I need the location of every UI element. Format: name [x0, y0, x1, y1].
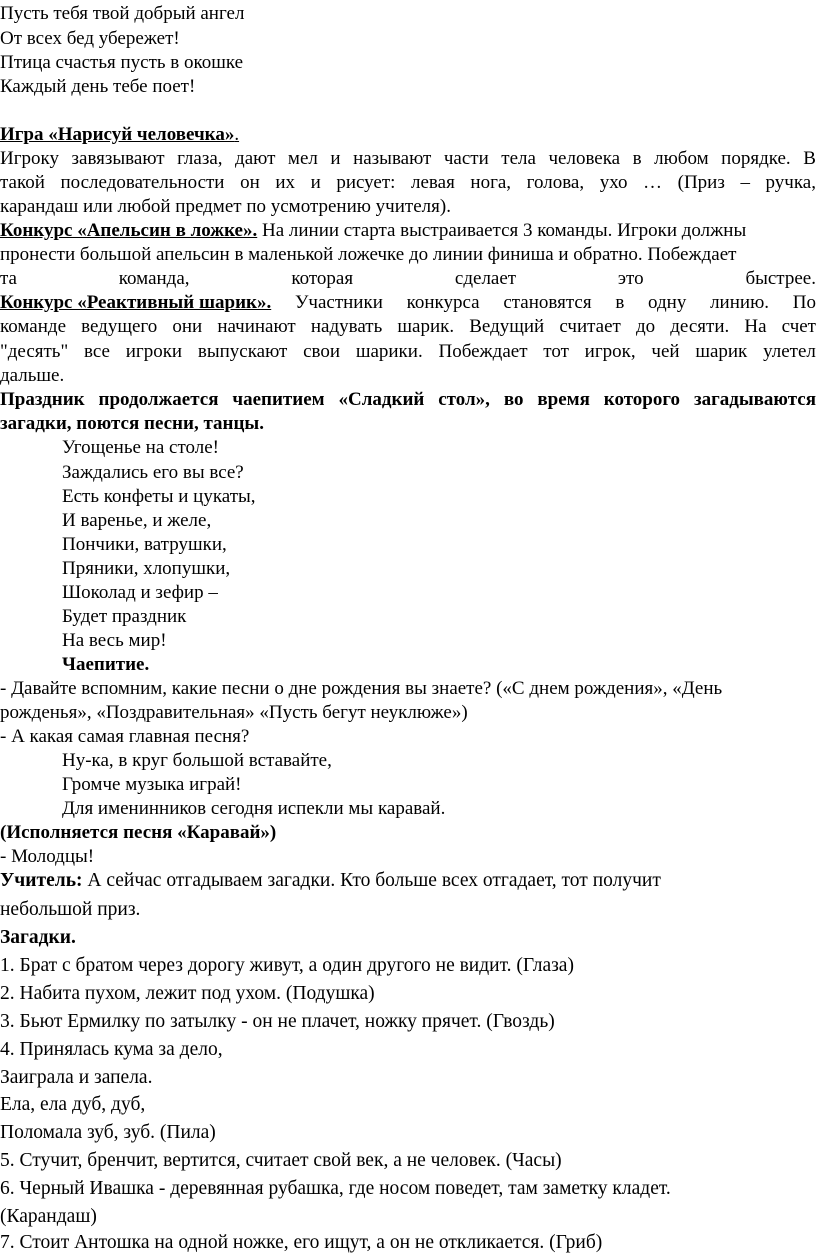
word: По: [792, 292, 816, 313]
word: такой: [0, 172, 45, 193]
word: улетел: [763, 341, 816, 362]
poem2-line: Заждались его вы все?: [62, 462, 244, 483]
contest1-line: [0, 219, 816, 243]
poem2-line: Есть конфеты и цукаты,: [62, 486, 256, 507]
word: части: [443, 148, 489, 169]
word: становятся: [503, 292, 592, 313]
game-title: Игра «Нарисуй человечка»: [0, 124, 235, 145]
word: счет: [781, 316, 816, 337]
word: …: [643, 172, 663, 193]
word: стол»,: [438, 389, 490, 410]
contest2-line: [0, 315, 816, 339]
karavai-heading: (Исполняется песня «Каравай»): [0, 822, 277, 843]
word: линию.: [710, 292, 770, 313]
poem3-line: Ну-ка, в круг большой вставайте,: [62, 750, 332, 771]
word: Игроку: [0, 148, 59, 169]
word: они: [172, 316, 203, 337]
game-text-line: [0, 147, 816, 171]
word: свои: [303, 341, 341, 362]
riddle-line: Заиграла и запела.: [0, 1067, 153, 1088]
poem2-line: Угощенье на столе!: [62, 437, 220, 458]
poem2-line: Пончики, ватрушки,: [62, 534, 227, 555]
poem1-line: Пусть тебя твой добрый ангел: [0, 3, 245, 24]
word: ухо: [599, 172, 628, 193]
riddle-line: (Карандаш): [0, 1206, 97, 1227]
poem2-line: Пряники, хлопушки,: [62, 558, 231, 579]
word: Ведущий: [469, 316, 545, 337]
word: тела: [501, 148, 536, 169]
bravo-line: - Молодцы!: [0, 846, 95, 867]
word: завязывают: [71, 148, 165, 169]
word: которая: [291, 268, 354, 289]
word: рисует:: [336, 172, 396, 193]
word: (Приз: [677, 172, 725, 193]
riddle-line: 5. Стучит, бренчит, вертится, считает свой век, а не человек. (Часы): [0, 1150, 562, 1171]
poem2-line: Будет праздник: [62, 606, 187, 627]
word: ручка,: [765, 172, 816, 193]
word: нога,: [470, 172, 512, 193]
word: тот: [543, 341, 569, 362]
riddle-line: Поломала зуб, зуб. (Пила): [0, 1122, 216, 1143]
riddle-line: 4. Принялась кума за дело,: [0, 1039, 223, 1060]
word: во: [503, 389, 524, 410]
poem1-line: Каждый день тебе поет!: [0, 76, 196, 97]
word: начинают: [217, 316, 296, 337]
word: человека: [548, 148, 621, 169]
word: он: [240, 172, 260, 193]
word: глаза,: [177, 148, 223, 169]
teacher-line: [0, 869, 816, 893]
word: все: [84, 341, 110, 362]
contest2-line: [0, 340, 816, 364]
word: Побеждает: [438, 341, 528, 362]
word: их: [275, 172, 295, 193]
poem2-line: На весь мир!: [62, 630, 167, 651]
feast-line: [0, 388, 816, 412]
songs-line: - Давайте вспомним, какие песни о дне рождения вы знаете? («С днем рождения», «День: [0, 678, 723, 699]
riddle-line: 3. Бьют Ермилку по затылку - он не плачет, ножку прячет. (Гвоздь): [0, 1011, 555, 1032]
riddle-line: Ела, ела дуб, дуб,: [0, 1094, 146, 1115]
word: В: [803, 148, 816, 169]
game-heading: [0, 123, 816, 147]
word: это: [617, 268, 644, 289]
word: –: [740, 172, 750, 193]
poem3-line: Громче музыка играй!: [62, 774, 242, 795]
contest2-line: дальше.: [0, 365, 65, 386]
riddle-line: 7. Стоит Антошка на одной ножке, его ищут, а он не откликается. (Гриб): [0, 1232, 603, 1253]
word: шарики.: [355, 341, 423, 362]
word: считает: [559, 316, 621, 337]
songs-line: - А какая самая главная песня?: [0, 726, 250, 747]
teacher-line: небольшой приз.: [0, 899, 141, 920]
riddle-line: 6. Черный Ивашка - деревянная рубашка, где носом поведет, там заметку кладет.: [0, 1178, 671, 1199]
word: в: [632, 148, 642, 169]
word: мел: [287, 148, 318, 169]
riddles-heading: Загадки.: [0, 927, 76, 948]
word: ведущего: [81, 316, 158, 337]
tea-heading: Чаепитие.: [62, 654, 150, 675]
contest2-title: Конкурс «Реактивный шарик».: [0, 292, 272, 313]
word: чей: [651, 341, 680, 362]
word: Праздник: [0, 389, 85, 410]
contest1-title: Конкурс «Апельсин в ложке».: [0, 220, 258, 241]
poem1-line: Птица счастья пусть в окошке: [0, 52, 244, 73]
poem2-line: Шоколад и зефир –: [62, 582, 218, 603]
word: выпускают: [197, 341, 288, 362]
teacher-label: Учитель:: [0, 870, 83, 891]
word: одну: [648, 292, 687, 313]
word: быстрее.: [745, 268, 816, 289]
word: левая: [411, 172, 455, 193]
word: та: [0, 268, 17, 289]
word: и: [310, 172, 321, 193]
word: до: [635, 316, 656, 337]
word: любом: [654, 148, 709, 169]
word: конкурса: [406, 292, 480, 313]
word: надувать: [310, 316, 383, 337]
word: дают: [235, 148, 276, 169]
teacher-text: А сейчас отгадываем загадки. Кто больше всех отгадает, тот получит: [82, 870, 661, 891]
word: время: [537, 389, 590, 410]
game-text-line: карандаш или любой предмет по усмотрению учителя).: [0, 196, 451, 217]
riddle-line: 1. Брат с братом через дорогу живут, а один другого не видит. (Глаза): [0, 955, 574, 976]
word: которого: [603, 389, 681, 410]
word: «Сладкий: [338, 389, 425, 410]
word: порядке.: [721, 148, 791, 169]
word: шарик: [695, 341, 748, 362]
riddle-line: 2. Набита пухом, лежит под ухом. (Подушка): [0, 983, 375, 1004]
word: последовательности: [60, 172, 225, 193]
game-text-line: [0, 171, 816, 195]
word: команда,: [118, 268, 190, 289]
game-title-end: .: [234, 124, 240, 145]
word: На: [744, 316, 767, 337]
poem2-line: И варенье, и желе,: [62, 510, 212, 531]
word: шарик.: [397, 316, 455, 337]
word: "десять": [0, 341, 69, 362]
contest1-line: пронести большой апельсин в маленькой ложечке до линии финиша и обратно. Побеждает: [0, 244, 737, 265]
word: игрок,: [584, 341, 636, 362]
poem3-line: Для именинников сегодня испекли мы каравай.: [62, 798, 446, 819]
word: загадываются: [693, 389, 816, 410]
word: голова,: [526, 172, 585, 193]
word: и: [330, 148, 341, 169]
word: чаепитием: [232, 389, 325, 410]
contest1-text: На линии старта выстраивается 3 команды. Игроки должны: [257, 220, 747, 241]
songs-line: рожденья», «Поздравительная» «Пусть бегут неуклюже»): [0, 702, 468, 723]
contest1-line: [0, 267, 816, 291]
word: команде: [0, 316, 66, 337]
word: в: [615, 292, 625, 313]
contest2-line: [0, 291, 816, 315]
feast-line: загадки, поются песни, танцы.: [0, 413, 264, 434]
word: игроки: [125, 341, 183, 362]
word: Участники: [294, 292, 383, 313]
word: десяти.: [670, 316, 730, 337]
word: называют: [353, 148, 432, 169]
poem1-line: От всех бед убережет!: [0, 28, 180, 49]
word: сделает: [454, 268, 517, 289]
word: продолжается: [98, 389, 219, 410]
